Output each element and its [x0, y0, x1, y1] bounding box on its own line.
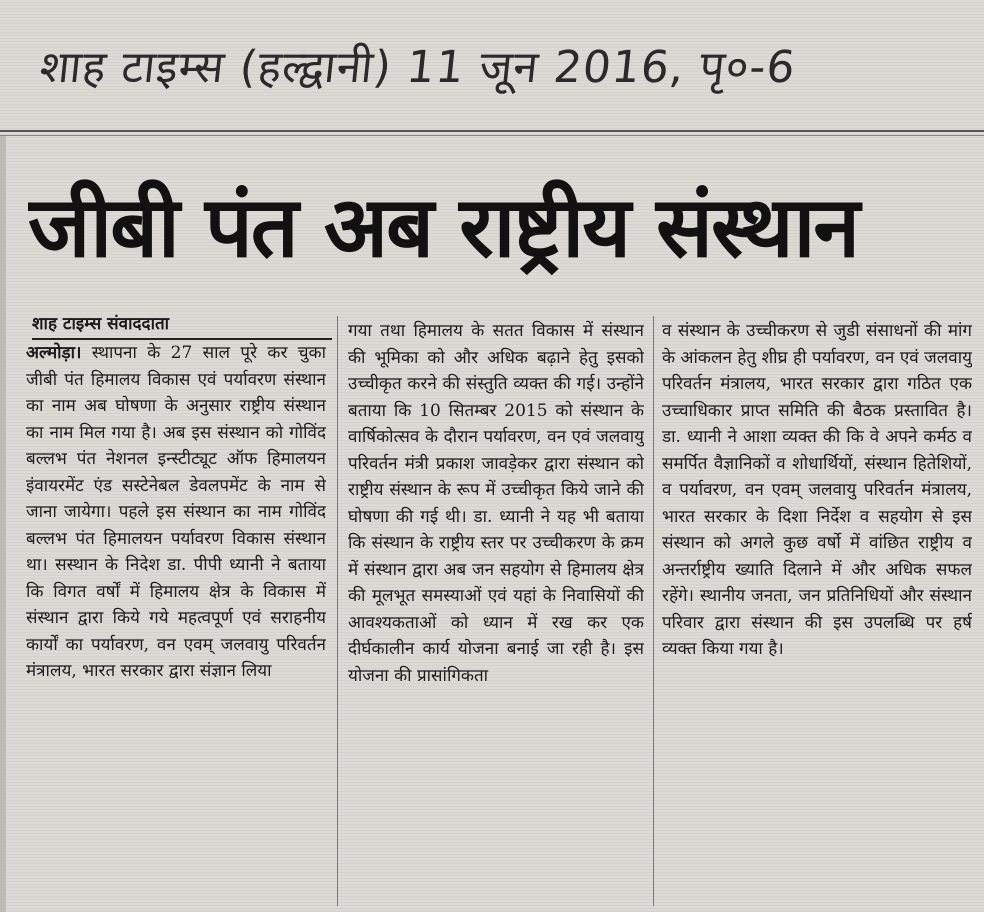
clipping-left-edge [0, 136, 6, 912]
article-column-3: व संस्थान के उच्चीकरण से जुडी संसाधनों की मांग के आंकलन हेतु शीघ्र ही पर्यावरण, वन एवं जलवायु परिवर्तन मंत्रालय, भारत सरकार द्वारा गठित एक उच्चाधिकार प्राप्त समिति की बैठक प्रस्तावित है। डा. ध्यानी ने आशा व्यक्त की कि वे अपने कर्मठ व समर्पित वैज्ञानिकों व शोधार्थियों, संस्थान हितेशियों, व पर्यावरण, वन एवम् जलवायु परिवर्तन मंत्रालय, भारत सरकार के दिशा निर्देश व सहयोग से इस संस्थान को अगले कुछ वर्षो में वांछित राष्ट्रीय व अन्तर्राष्ट्रीय ख्याति दिलाने में और अधिक सफल रहेंगे। स्थानीय जनता, जन प्रतिनिधियों और संस्थान परिवार द्वारा संस्थान की इस उपलब्धि पर हर्ष व्यक्त किया गया है। [662, 321, 972, 659]
article-byline: शाह टाइम्स संवाददाता [32, 310, 332, 340]
clipping-cut-line [0, 130, 984, 136]
column-divider [337, 316, 338, 906]
article-column-1-text: स्थापना के 27 साल पूरे कर चुका जीबी पंत हिमालय विकास एवं पर्यावरण संस्थान का नाम अब घोषणा के अनुसार राष्ट्रीय संस्थान का नाम मिल गया है। अब इस संस्थान को गोविंद बल्लभ पंत नेशनल इन्स्टीट्यूट ऑफ हिमालयन इंवायरमेंट एंड सस्टेनेबल डेवलपमेंट के नाम से जाना जायेगा। पहले इस संस्थान का नाम गोविंद बल्लभ पंत हिमालयन पर्यावरण विकास संस्थान था। सस्थान के निदेश डा. पीपी ध्यानी ने बताया कि विगत वर्षों में हिमालय क्षेत्र के विकास में संस्थान द्वारा किये गये महत्वपूर्ण एवं सराहनीय कार्यों का पर्यावरण, वन एवम् जलवायु परिवर्तन मंत्रालय, भारत सरकार द्वारा संज्ञान लिया [26, 343, 326, 681]
handwritten-source-note: शाह टाइम्स (हल्द्वानी) 11 जून 2016, पृ०-6 [37, 42, 799, 93]
article-dateline: अल्मोड़ा। [26, 343, 82, 363]
article-column-2: गया तथा हिमालय के सतत विकास में संस्थान की भूमिका को और अधिक बढ़ाने हेतु इसको उच्चीकृत करने की संस्तुति व्यक्त की गई। उन्होंने बताया कि 10 सितम्बर 2015 को संस्थान के वार्षिकोत्सव के दौरान पर्यावरण, वन एवं जलवायु परिवर्तन मंत्री प्रकाश जावड़ेकर द्वारा संस्थान को राष्ट्रीय संस्थान के रूप में उच्चीकृत किये जाने की घोषणा की गई थी। डा. ध्यानी ने यह भी बताया कि संस्थान के राष्ट्रीय स्तर पर उच्चीकरण के क्रम में संस्थान द्वारा अब जन सहयोग से हिमालय क्षेत्र की मूलभूत समस्याओं एवं यहां के निवासियों की आवश्यकताओं को ध्यान में रख कर एक दीर्घकालीन कार्य योजना बनाई जा रही है। इस योजना की प्रासांगिकता [348, 321, 644, 686]
article-column-1 [26, 340, 326, 908]
column-divider [653, 316, 654, 906]
article-headline: जीबी पंत अब राष्ट्रीय संस्थान [28, 178, 858, 276]
